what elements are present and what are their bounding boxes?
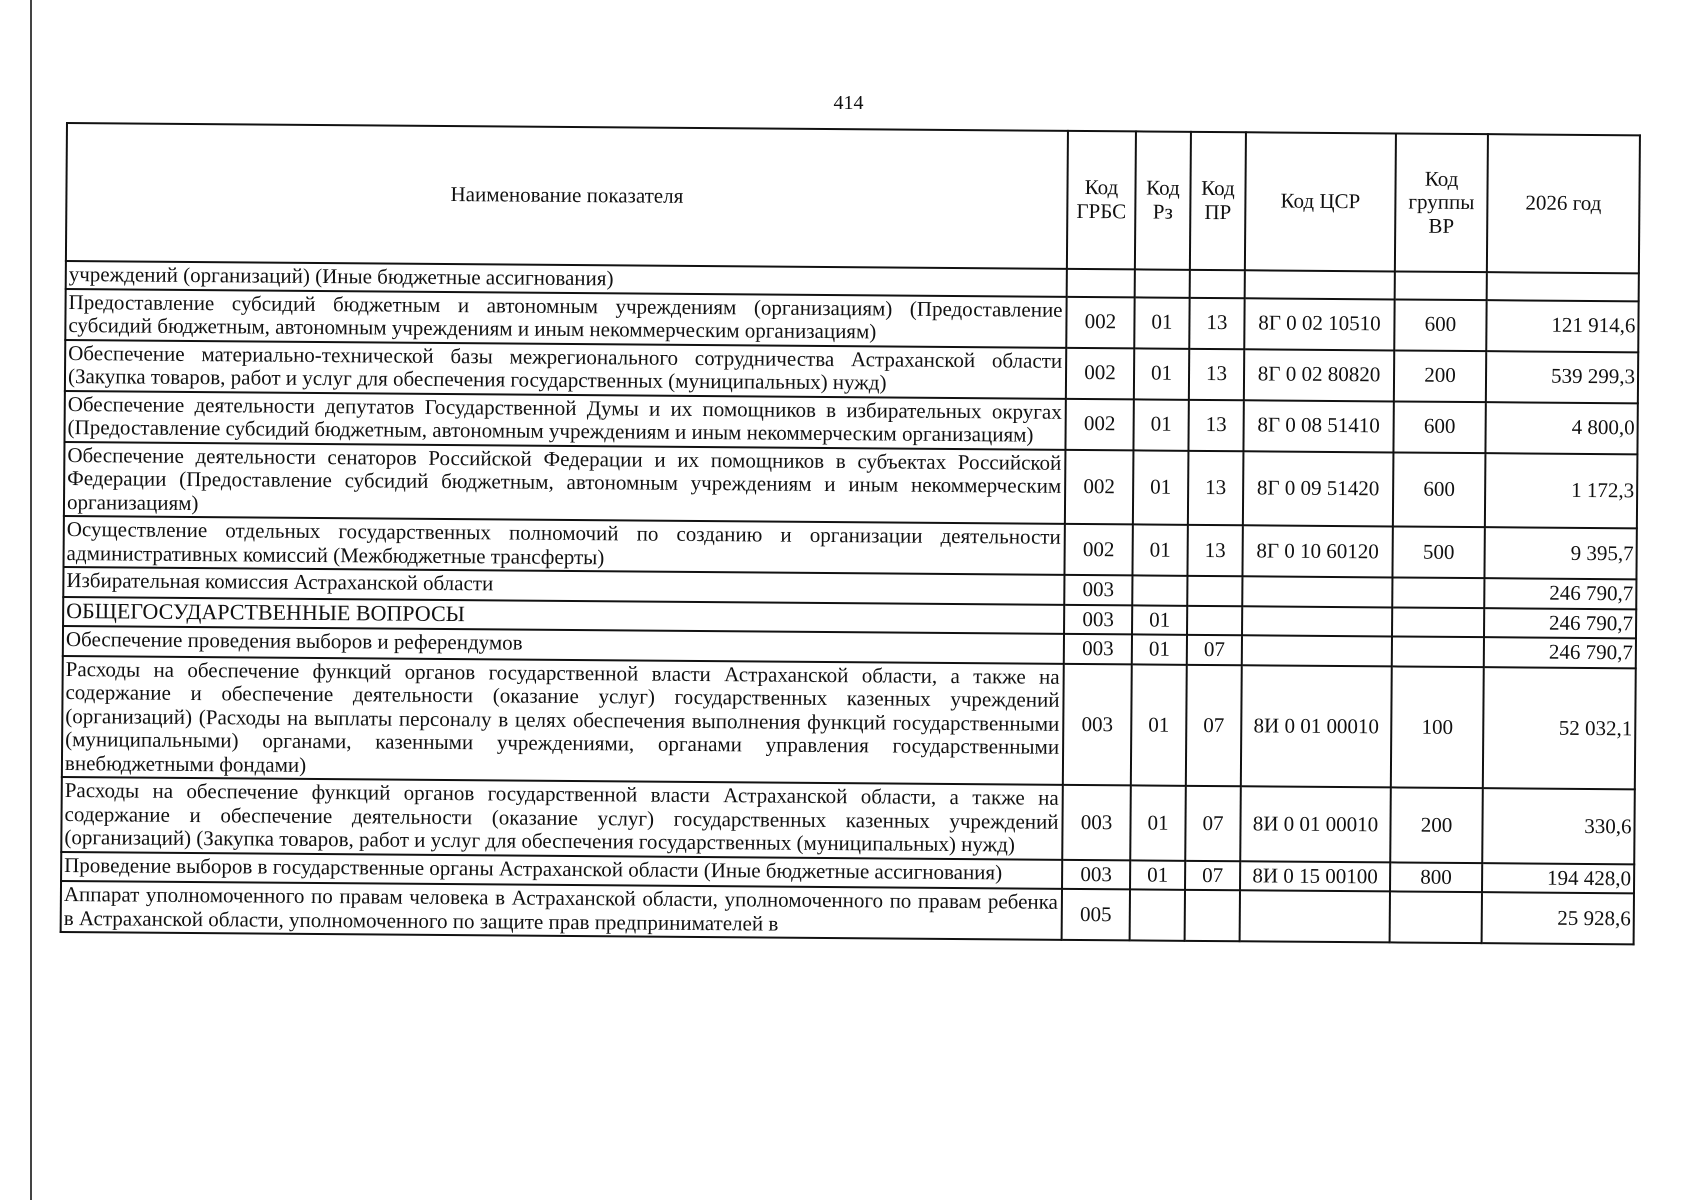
row-vr	[1392, 578, 1484, 608]
row-pr	[1187, 606, 1242, 636]
row-amount: 9 395,7	[1484, 527, 1636, 579]
row-grbs: 003	[1062, 785, 1131, 860]
page-number: 414	[833, 92, 864, 114]
row-pr: 13	[1189, 297, 1244, 348]
row-amount: 1 172,3	[1485, 453, 1638, 529]
row-amount: 330,6	[1482, 788, 1635, 864]
row-amount: 25 928,6	[1482, 893, 1634, 945]
table-header-row	[66, 123, 1640, 273]
row-rz: 01	[1133, 450, 1189, 525]
table-row	[61, 777, 1635, 864]
row-csr: 8И 0 15 00100	[1240, 861, 1390, 892]
row-grbs: 005	[1062, 889, 1130, 941]
row-csr: 8Г 0 09 51420	[1243, 451, 1394, 527]
row-csr: 8Г 0 02 80820	[1244, 349, 1394, 401]
row-name: Расходы на обеспечение функций органов государственной власти Астраханской области, а также на содержание и обеспечение деятельности (оказание услуг) государственных казенных учреждений (организаций) (Закупка товаров, работ и услуг для обеспечения государственных (муниципальных) нужд)	[61, 777, 1063, 859]
row-vr: 100	[1391, 666, 1484, 788]
header-vr: Код группы ВР	[1395, 133, 1488, 272]
row-amount: 246 790,7	[1484, 608, 1636, 639]
row-rz: 01	[1130, 860, 1185, 890]
row-name: Предоставление субсидий бюджетным и автономным учреждениям (организациям) (Предоставление субсидий бюджетным, автономным учреждениям и иным некоммерческим организациям)	[65, 289, 1066, 348]
row-rz: 01	[1134, 297, 1189, 348]
row-name: Обеспечение материально-технической базы межрегионального сотрудничества Астраханской области (Закупка товаров, работ и услуг для обеспечения государственных (муниципальных) нужд)	[65, 340, 1066, 399]
row-grbs: 003	[1062, 860, 1130, 890]
row-name: ОБЩЕГОСУДАРСТВЕННЫЕ ВОПРОСЫ	[63, 597, 1064, 634]
row-vr	[1395, 271, 1487, 299]
row-pr: 07	[1185, 786, 1241, 861]
row-pr: 07	[1185, 861, 1240, 891]
budget-table-wrapper	[60, 122, 1641, 946]
row-vr: 600	[1393, 401, 1485, 453]
row-grbs: 002	[1064, 524, 1132, 576]
row-grbs: 003	[1063, 664, 1132, 786]
row-grbs: 003	[1064, 575, 1132, 605]
row-amount: 246 790,7	[1484, 578, 1636, 609]
row-amount: 4 800,0	[1485, 402, 1637, 454]
row-rz	[1135, 269, 1190, 297]
row-amount: 121 914,6	[1486, 300, 1638, 352]
row-name: Обеспечение деятельности сенаторов Российской Федерации и их помощников в субъектах Российской Федерации (Предоставление субсидий бюджетным, автономным учреждениям и иным некоммерческим организациям)	[64, 442, 1066, 524]
row-vr	[1392, 637, 1484, 667]
row-rz: 01	[1133, 399, 1188, 450]
row-pr: 13	[1188, 399, 1243, 450]
row-pr	[1187, 576, 1242, 606]
row-vr: 600	[1393, 452, 1486, 527]
row-grbs: 002	[1066, 347, 1134, 399]
row-csr	[1242, 576, 1392, 607]
table-row	[64, 442, 1638, 529]
row-vr	[1392, 607, 1484, 637]
row-csr: 8Г 0 08 51410	[1243, 400, 1393, 452]
row-name: Избирательная комиссия Астраханской области	[63, 567, 1064, 604]
row-amount: 539 299,3	[1486, 351, 1638, 403]
row-pr: 13	[1187, 525, 1242, 576]
row-name: Обеспечение проведения выборов и референдумов	[63, 626, 1064, 663]
row-csr	[1242, 606, 1392, 637]
row-grbs	[1067, 269, 1135, 297]
header-csr: Код ЦСР	[1245, 132, 1396, 271]
row-grbs: 002	[1066, 296, 1134, 348]
row-vr: 200	[1394, 350, 1486, 402]
row-grbs: 003	[1064, 634, 1132, 664]
header-name: Наименование показателя	[66, 123, 1068, 269]
row-vr: 500	[1392, 527, 1484, 579]
row-csr: 8И 0 01 00010	[1241, 665, 1392, 788]
row-csr: 8Г 0 02 10510	[1244, 298, 1394, 350]
row-pr: 07	[1187, 635, 1242, 665]
header-grbs: Код ГРБС	[1067, 131, 1136, 270]
row-vr	[1390, 892, 1482, 944]
row-rz: 01	[1132, 605, 1187, 635]
row-rz: 01	[1132, 635, 1187, 665]
row-vr: 600	[1394, 299, 1486, 351]
table-row	[62, 656, 1636, 790]
row-rz: 01	[1134, 348, 1189, 399]
row-rz: 01	[1130, 786, 1186, 861]
row-rz	[1132, 576, 1187, 606]
row-amount: 52 032,1	[1483, 667, 1636, 790]
row-grbs: 002	[1065, 449, 1134, 524]
row-rz: 01	[1132, 525, 1187, 576]
budget-table	[60, 122, 1641, 946]
row-csr	[1245, 270, 1395, 299]
row-csr	[1242, 635, 1392, 666]
header-pr: Код ПР	[1190, 132, 1246, 270]
row-amount: 246 790,7	[1484, 637, 1636, 668]
scan-edge-line	[30, 0, 32, 1200]
row-name: Обеспечение деятельности депутатов Государственной Думы и их помощников в избирательных округах (Предоставление субсидий бюджетным, автономным учреждениям и иным некоммерческим организациям)	[64, 391, 1065, 450]
row-csr: 8И 0 01 00010	[1240, 787, 1391, 863]
row-amount: 194 428,0	[1482, 863, 1634, 894]
header-rz: Код Рз	[1135, 131, 1191, 269]
row-pr: 13	[1188, 450, 1244, 525]
row-csr	[1240, 891, 1390, 943]
row-csr: 8Г 0 10 60120	[1242, 525, 1392, 577]
row-name: учреждений (организаций) (Иные бюджетные ассигнования)	[66, 261, 1067, 296]
row-name: Проведение выборов в государственные органы Астраханской области (Иные бюджетные ассигнования)	[61, 852, 1062, 889]
row-pr	[1190, 270, 1245, 298]
row-pr	[1185, 890, 1240, 941]
row-grbs: 002	[1065, 398, 1133, 450]
row-grbs: 003	[1064, 605, 1132, 635]
row-rz	[1130, 890, 1185, 941]
row-pr: 13	[1189, 348, 1244, 399]
row-vr: 800	[1390, 862, 1482, 892]
header-year: 2026 год	[1487, 134, 1640, 273]
row-rz: 01	[1131, 664, 1187, 786]
row-name: Осуществление отдельных государственных полномочий по созданию и организации деятельности административных комиссий (Межбюджетные трансферты)	[64, 516, 1065, 575]
row-vr: 200	[1390, 788, 1483, 863]
row-pr: 07	[1186, 665, 1242, 787]
row-name: Расходы на обеспечение функций органов государственной власти Астраханской области, а также на содержание и обеспечение деятельности (оказание услуг) государственных казенных учреждений (организаций) (Расходы на выплаты персоналу в целях обеспечения выполнения функций государственными (муниципальными) органами, казенными учреждениями, органами управления государственными внебюджетными фондами)	[62, 656, 1064, 785]
row-amount	[1487, 272, 1639, 301]
row-name: Аппарат уполномоченного по правам человека в Астраханской области, уполномоченного по правам ребенка в Астраханской области, уполномоченного по защите прав предпринимателей в	[61, 881, 1062, 940]
